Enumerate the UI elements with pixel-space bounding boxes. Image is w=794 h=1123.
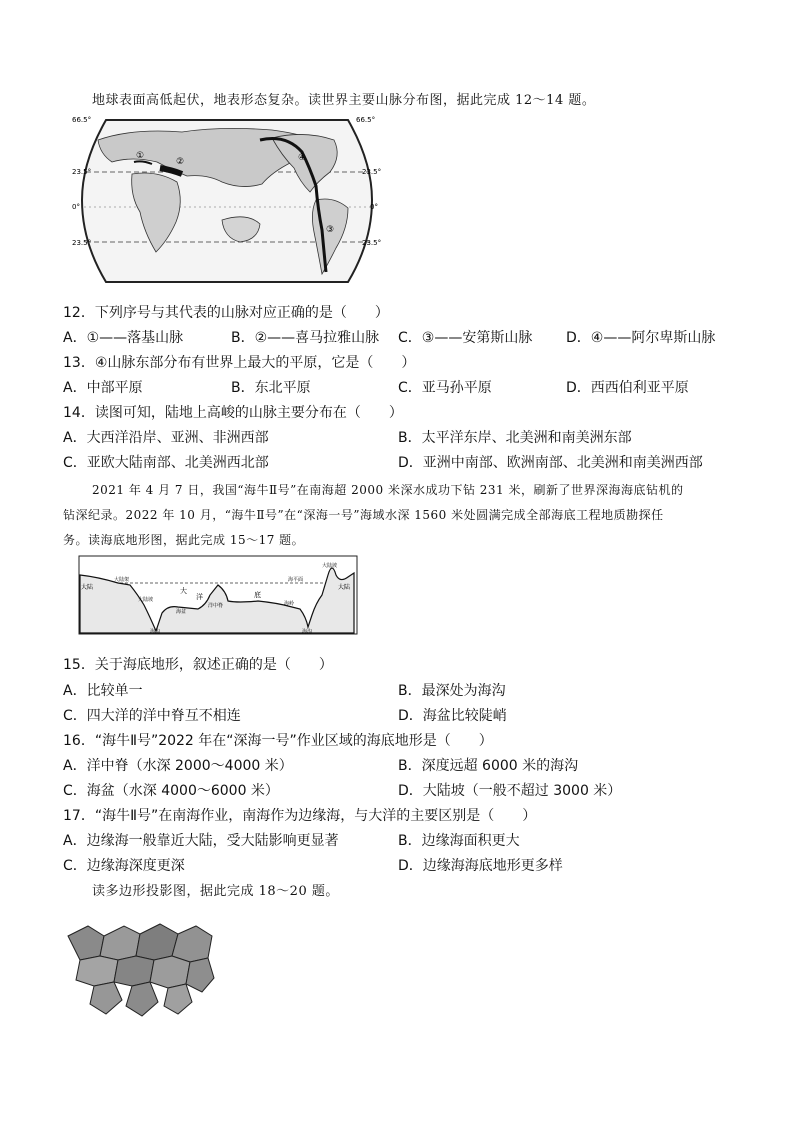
marker-4: ④ — [298, 153, 307, 163]
q14-stem: 14．读图可知，陆地上高峻的山脉主要分布在（ ） — [63, 405, 403, 421]
q17-option-a[interactable]: A．边缘海一般靠近大陆，受大陆影响更显著 — [63, 833, 339, 849]
label-da: 大 — [180, 587, 187, 595]
polygon-face-3 — [136, 924, 178, 960]
marker-1: ① — [136, 151, 145, 161]
label-continental-slope-left: 大陆坡 — [138, 597, 154, 603]
polygon-face-11 — [164, 984, 192, 1014]
q15-stem: 15．关于海底地形，叙述正确的是（ ） — [63, 657, 333, 673]
marker-3: ③ — [326, 225, 335, 235]
q13-option-c[interactable]: C．亚马孙平原 — [398, 380, 492, 396]
q12-option-d[interactable]: D．④——阿尔卑斯山脉 — [566, 330, 716, 346]
polygon-face-10 — [126, 982, 158, 1016]
label-di: 底 — [254, 591, 261, 599]
q13-option-b[interactable]: B．东北平原 — [231, 380, 311, 396]
q12-option-c[interactable]: C．③——安第斯山脉 — [398, 330, 533, 346]
world-mountain-map-svg — [72, 112, 384, 288]
q14-option-c[interactable]: C．亚欧大陆南部、北美洲西北部 — [63, 455, 269, 471]
world-mountain-map — [72, 112, 384, 288]
lat-label-right-1: 23.5° — [362, 168, 382, 176]
label-continent-left: 大陆 — [81, 584, 94, 591]
intro-text-2-line-1: 2021 年 4 月 7 日，我国“海牛Ⅱ号”在南海超 2000 米深水成功下钻 231 米，刷新了世界深海海底钻机的 — [92, 483, 684, 497]
q15-option-b[interactable]: B．最深处为海沟 — [398, 683, 506, 699]
lat-label-right-0: 66.5° — [356, 116, 376, 124]
polygon-face-8 — [186, 958, 214, 992]
q15-option-c[interactable]: C．四大洋的洋中脊互不相连 — [63, 708, 241, 724]
lat-label-left-3: 23.5° — [72, 239, 92, 247]
q13-option-a[interactable]: A．中部平原 — [63, 380, 143, 396]
label-continental-shelf: 大陆架 — [114, 577, 130, 583]
polygon-face-4 — [172, 926, 212, 962]
seafloor-profile-svg — [78, 555, 358, 635]
q13-option-d[interactable]: D．西西伯利亚平原 — [566, 380, 689, 396]
intro-text-2-line-3: 务。读海底地形图，据此完成 15～17 题。 — [63, 533, 305, 547]
polygon-face-6 — [114, 956, 154, 986]
polygon-face-5 — [76, 956, 118, 986]
label-trench-right: 海沟 — [302, 629, 313, 635]
lat-label-left-0: 66.5° — [72, 116, 92, 124]
polygon-face-9 — [90, 982, 122, 1014]
q17-option-b[interactable]: B．边缘海面积更大 — [398, 833, 520, 849]
polygon-face-1 — [68, 926, 104, 960]
q12-option-b[interactable]: B．②——喜马拉雅山脉 — [231, 330, 380, 346]
lat-label-right-2: 0° — [370, 203, 378, 211]
q14-option-d[interactable]: D．亚洲中南部、欧洲南部、北美洲和南美洲西部 — [398, 455, 703, 471]
polygon-projection-map — [66, 922, 216, 1020]
lat-label-left-2: 0° — [72, 203, 80, 211]
marker-2: ② — [176, 157, 185, 167]
polygon-projection-svg — [66, 922, 216, 1020]
seafloor-profile-figure — [78, 555, 358, 635]
q16-option-a[interactable]: A．洋中脊（水深 2000～4000 米） — [63, 758, 293, 774]
label-continent-right: 大陆 — [338, 584, 351, 591]
q17-stem: 17．“海牛Ⅱ号”在南海作业，南海作为边缘海，与大洋的主要区别是（ ） — [63, 808, 537, 824]
q14-option-b[interactable]: B．太平洋东岸、北美洲和南美洲东部 — [398, 430, 632, 446]
lat-label-right-3: 23.5° — [362, 239, 382, 247]
q16-option-c[interactable]: C．海盆（水深 4000～6000 米） — [63, 783, 279, 799]
polygon-face-2 — [100, 926, 140, 960]
q15-option-d[interactable]: D．海盆比较陡峭 — [398, 708, 507, 724]
label-sea-level: 海平面 — [288, 577, 304, 583]
q12-option-a[interactable]: A．①——落基山脉 — [63, 330, 184, 346]
q12-stem: 12．下列序号与其代表的山脉对应正确的是（ ） — [63, 305, 389, 321]
label-mid-ocean-ridge: 洋中脊 — [208, 603, 224, 609]
label-ridge: 海岭 — [284, 601, 295, 607]
q16-option-b[interactable]: B．深度远超 6000 米的海沟 — [398, 758, 579, 774]
intro-text-2-line-2: 钻深纪录。2022 年 10 月，“海牛Ⅱ号”在“深海一号”海域水深 1560 米处圆满完成全部海底工程地质勘探任 — [63, 508, 664, 522]
q13-stem: 13．④山脉东部分布有世界上最大的平原，它是（ ） — [63, 355, 416, 371]
q14-option-a[interactable]: A．大西洋沿岸、亚洲、非洲西部 — [63, 430, 269, 446]
intro-text-3: 读多边形投影图，据此完成 18～20 题。 — [92, 884, 339, 899]
q16-stem: 16．“海牛Ⅱ号”2022 年在“深海一号”作业区域的海底地形是（ ） — [63, 733, 493, 749]
intro-text-1: 地球表面高低起伏，地表形态复杂。读世界主要山脉分布图，据此完成 12～14 题。 — [92, 93, 596, 108]
label-basin-left: 海盆 — [176, 609, 187, 615]
q17-option-d[interactable]: D．边缘海海底地形更多样 — [398, 858, 563, 874]
polygon-face-7 — [150, 956, 190, 988]
q17-option-c[interactable]: C．边缘海深度更深 — [63, 858, 185, 874]
q15-option-a[interactable]: A．比较单一 — [63, 683, 143, 699]
label-yang: 洋 — [196, 593, 203, 601]
label-continental-slope-right: 大陆坡 — [322, 563, 338, 569]
label-trench-left: 海沟 — [150, 629, 161, 635]
q16-option-d[interactable]: D．大陆坡（一般不超过 3000 米） — [398, 783, 622, 799]
lat-label-left-1: 23.5° — [72, 168, 92, 176]
